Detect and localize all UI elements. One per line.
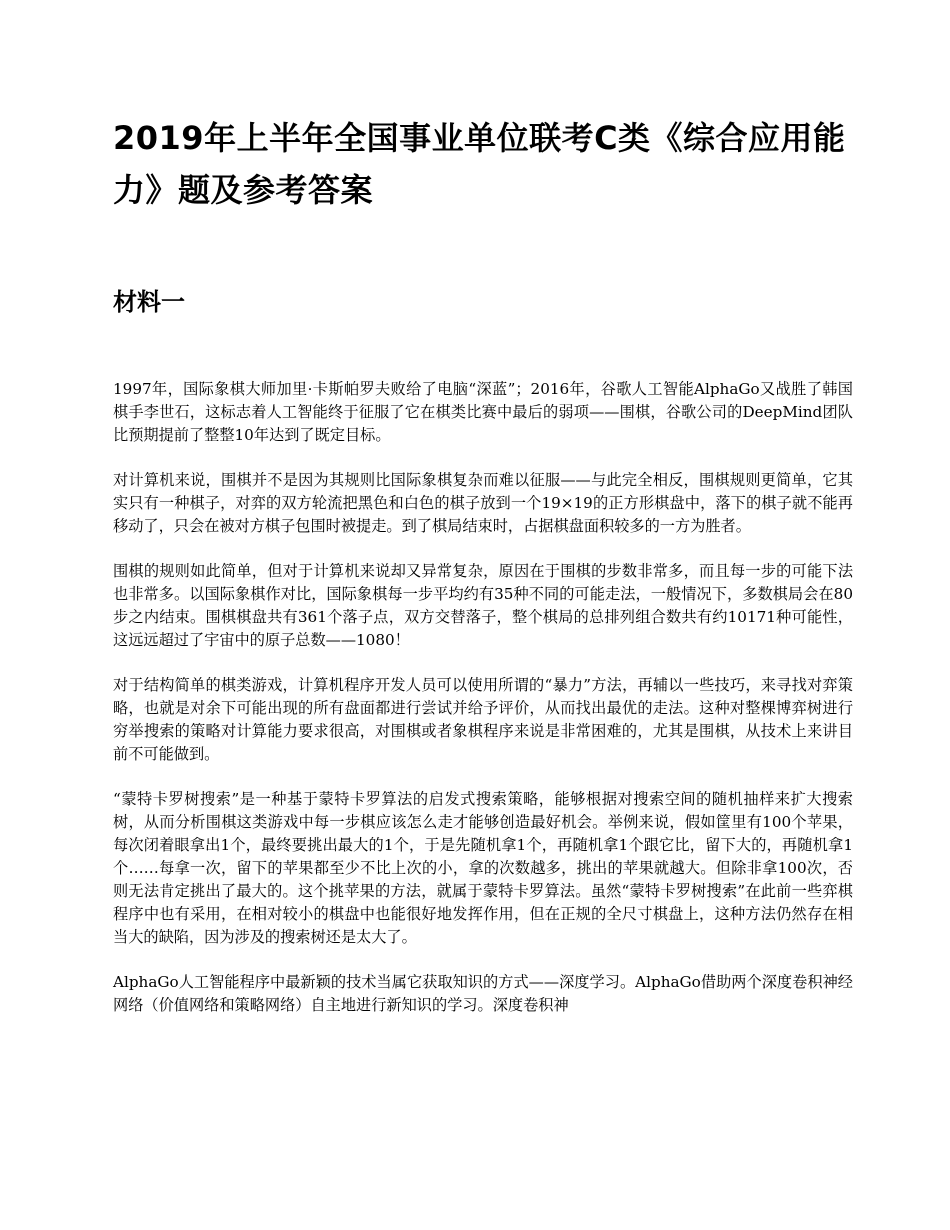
document-page — [113, 112, 853, 1017]
paragraph: 1997年，国际象棋大师加里·卡斯帕罗夫败给了电脑“深蓝”；2016年，谷歌人工智能AlphaGo又战胜了韩国棋手李世石，这标志着人工智能终于征服了它在棋类比赛中最后的弱项——围棋，谷歌公司的DeepMind团队比预期提前了整整10年达到了既定目标。 — [113, 380, 853, 444]
paragraph: 对于结构简单的棋类游戏，计算机程序开发人员可以使用所谓的“暴力”方法，再辅以一些技巧，来寻找对弈策略，也就是对余下可能出现的所有盘面都进行尝试并给予评价，从而找出最优的走法。这种对整棵博弈树进行穷举搜索的策略对计算能力要求很高，对围棋或者象棋程序来说是非常困难的，尤其是围棋，从技术上来讲目前不可能做到。 — [113, 676, 853, 763]
section-heading: 材料一 — [113, 288, 185, 316]
paragraph-list — [113, 378, 853, 1017]
paragraph: AlphaGo人工智能程序中最新颖的技术当属它获取知识的方式——深度学习。AlphaGo借助两个深度卷积神经网络（价值网络和策略网络）自主地进行新知识的学习。深度卷积神 — [113, 973, 853, 1014]
paragraph: 围棋的规则如此简单，但对于计算机来说却又异常复杂，原因在于围棋的步数非常多，而且每一步的可能下法也非常多。以国际象棋作对比，国际象棋每一步平均约有35种不同的可能走法，一般情况下，多数棋局会在80步之内结束。围棋棋盘共有361个落子点，双方交替落子，整个棋局的总排列组合数共有约10171种可能性，这远远超过了宇宙中的原子总数——1080！ — [113, 562, 853, 649]
paragraph: 对计算机来说，围棋并不是因为其规则比国际象棋复杂而难以征服——与此完全相反，围棋规则更简单，它其实只有一种棋子，对弈的双方轮流把黑色和白色的棋子放到一个19×19的正方形棋盘中，落下的棋子就不能再移动了，只会在被对方棋子包围时被提走。到了棋局结束时，占据棋盘面积较多的一方为胜者。 — [113, 471, 853, 535]
document-title: 2019年上半年全国事业单位联考C类《综合应用能力》题及参考答案 — [113, 119, 846, 209]
paragraph: “蒙特卡罗树搜索”是一种基于蒙特卡罗算法的启发式搜索策略，能够根据对搜索空间的随机抽样来扩大搜索树，从而分析围棋这类游戏中每一步棋应该怎么走才能够创造最好机会。举例来说，假如筐里有100个苹果，每次闭着眼拿出1个，最终要挑出最大的1个，于是先随机拿1个，再随机拿1个跟它比，留下大的，再随机拿1个……每拿一次，留下的苹果都至少不比上次的小，拿的次数越多，挑出的苹果就越大。但除非拿100次，否则无法肯定挑出了最大的。这个挑苹果的方法，就属于蒙特卡罗算法。虽然“蒙特卡罗树搜索”在此前一些弈棋程序中也有采用，在相对较小的棋盘中也能很好地发挥作用，但在正规的全尺寸棋盘上，这种方法仍然存在相当大的缺陷，因为涉及的搜索树还是太大了。 — [113, 790, 853, 946]
